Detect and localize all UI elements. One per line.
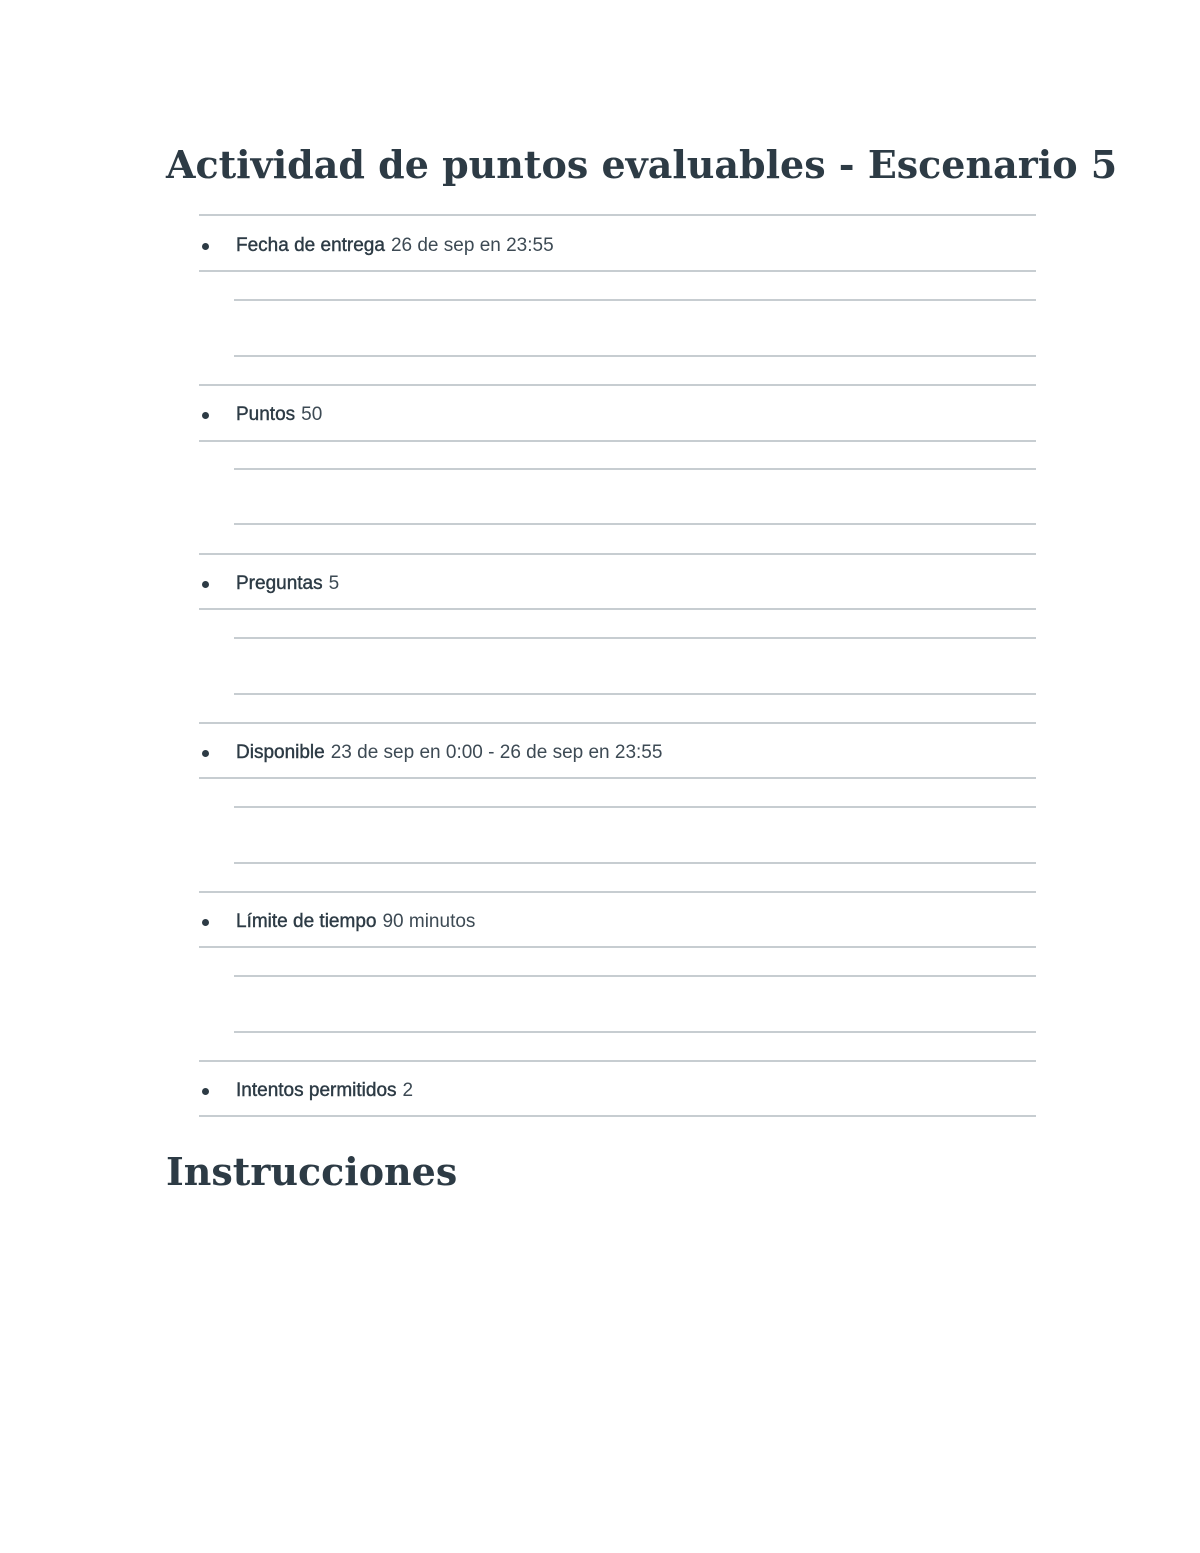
divider <box>234 468 1036 470</box>
page-title: Actividad de puntos evaluables - Escenario 5 <box>166 142 1118 187</box>
instructions-heading: Instrucciones <box>166 1149 458 1194</box>
detail-label: Disponible <box>236 742 325 763</box>
divider <box>199 384 1036 386</box>
divider <box>234 862 1036 864</box>
divider <box>199 553 1036 555</box>
divider <box>199 214 1036 216</box>
divider <box>234 693 1036 695</box>
bullet-icon <box>202 750 209 757</box>
detail-value: 50 <box>301 404 323 425</box>
divider <box>234 975 1036 977</box>
divider <box>234 806 1036 808</box>
divider <box>199 440 1036 442</box>
detail-value: 90 minutos <box>382 911 476 932</box>
divider <box>199 946 1036 948</box>
divider <box>199 1060 1036 1062</box>
bullet-icon <box>202 919 209 926</box>
detail-value: 23 de sep en 0:00 - 26 de sep en 23:55 <box>330 742 663 763</box>
bullet-icon <box>202 412 209 419</box>
divider <box>234 523 1036 525</box>
bullet-icon <box>202 243 209 250</box>
detail-label: Puntos <box>236 404 296 425</box>
bullet-icon <box>202 1088 209 1095</box>
detail-points <box>199 389 1036 441</box>
detail-value: 2 <box>402 1080 414 1101</box>
detail-label: Intentos permitidos <box>236 1080 397 1101</box>
detail-label: Límite de tiempo <box>236 911 377 932</box>
detail-available <box>199 727 1036 779</box>
detail-questions <box>199 558 1036 610</box>
divider <box>199 891 1036 893</box>
detail-value: 5 <box>328 573 340 594</box>
detail-label: Preguntas <box>236 573 323 594</box>
divider <box>199 777 1036 779</box>
divider <box>199 722 1036 724</box>
detail-value: 26 de sep en 23:55 <box>390 235 554 256</box>
divider <box>234 1031 1036 1033</box>
divider <box>234 637 1036 639</box>
detail-attempts <box>199 1065 1036 1117</box>
divider <box>234 355 1036 357</box>
divider <box>199 1115 1036 1117</box>
divider <box>199 608 1036 610</box>
detail-time-limit <box>199 896 1036 948</box>
bullet-icon <box>202 581 209 588</box>
divider <box>199 270 1036 272</box>
divider <box>234 299 1036 301</box>
detail-due-date <box>199 220 1036 272</box>
detail-label: Fecha de entrega <box>236 235 385 256</box>
